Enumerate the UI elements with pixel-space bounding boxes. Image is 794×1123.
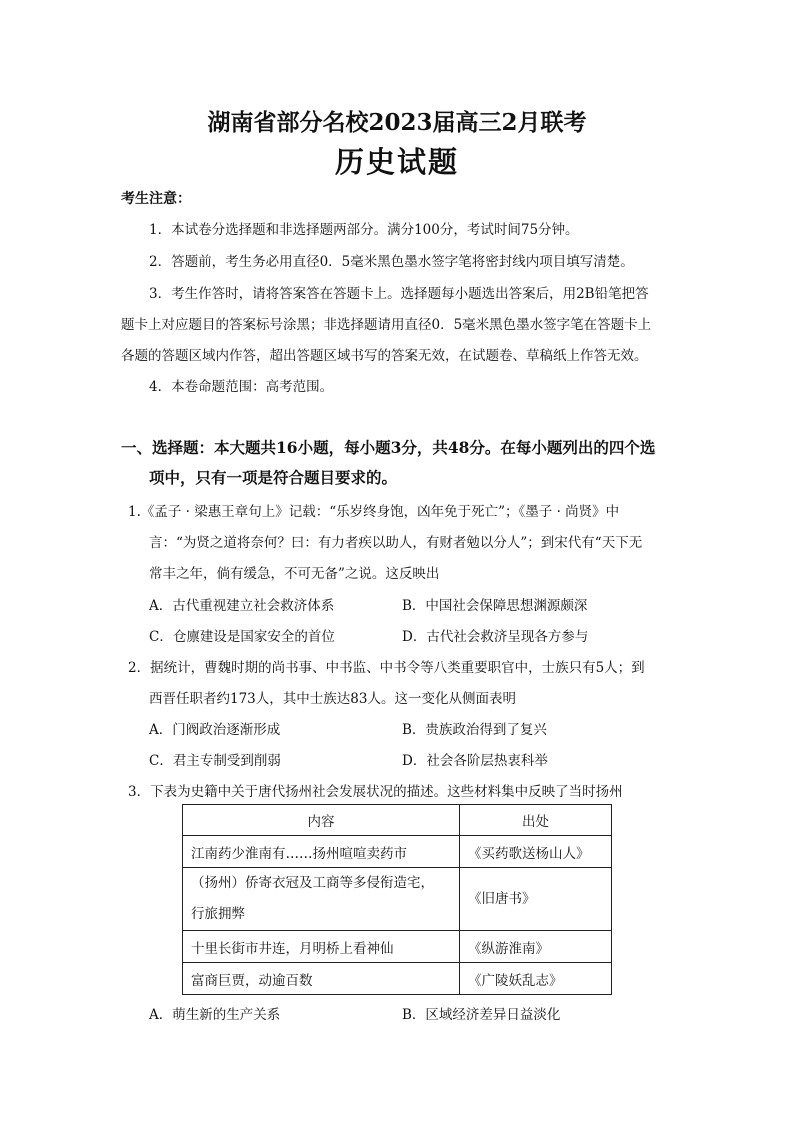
table-cell-content-line-2: 行旅拥弊 <box>191 906 245 922</box>
table-cell-source: 《买药歌送杨山人》 <box>460 836 612 868</box>
table-row <box>183 963 612 995</box>
q2-stem-line-1: 2．据统计，曹魏时期的尚书事、中书监、中书令等八类重要职官中，士族只有5人；到 <box>128 660 645 676</box>
q1-stem-line-1: 1.《孟子 · 梁惠王章句上》记载：“乐岁终身饱，凶年免于死亡”；《墨子 · 尚贤》中 <box>128 504 620 520</box>
q2-option-d: D．社会各阶层热衷科举 <box>402 753 548 769</box>
table-cell-content: 富商巨贾，动逾百数 <box>183 963 460 995</box>
q2-option-c: C．君主专制受到削弱 <box>149 753 281 769</box>
q2-stem-line-2: 西晋任职者约173人，其中士族达83人。这一变化从侧面表明 <box>149 691 516 707</box>
table-cell-content <box>183 868 460 931</box>
table-cell-source: 《纵游淮南》 <box>460 931 612 963</box>
q1-option-b: B．中国社会保障思想渊源颇深 <box>402 598 588 614</box>
q1-stem-line-2: 言：“为贤之道将奈何？曰：有力者疾以助人，有财者勉以分人”；到宋代有“天下无 <box>149 535 643 551</box>
notice-item-1: 1．本试卷分选择题和非选择题两部分。满分100分，考试时间75分钟。 <box>149 222 579 238</box>
table-cell-content-line-1: （扬州）侨寄衣冠及工商等多侵衔造宅， <box>191 875 434 891</box>
table-row <box>183 836 612 868</box>
notice-item-4: 4．本卷命题范围：高考范围。 <box>149 379 334 395</box>
table-cell-source: 《旧唐书》 <box>460 868 612 931</box>
q2-option-b: B．贵族政治得到了复兴 <box>402 722 547 738</box>
q2-option-a: A．门阀政治逐渐形成 <box>149 722 281 738</box>
notice-item-3-line-3: 各题的答题区域内作答，超出答题区域书写的答案无效，在试题卷、草稿纸上作答无效。 <box>121 348 648 364</box>
q3-source-table <box>182 804 612 995</box>
q1-stem-line-3: 常丰之年，倘有缓急，不可无备”之说。这反映出 <box>149 566 440 582</box>
q1-option-c: C．仓廪建设是国家安全的首位 <box>149 629 335 645</box>
notice-item-3-line-1: 3．考生作答时，请将答案答在答题卡上。选择题每小题选出答案后，用2B铅笔把答 <box>149 286 649 302</box>
table-cell-content: 江南药少淮南有……扬州喧喧卖药市 <box>183 836 460 868</box>
table-header-content: 内容 <box>183 805 460 836</box>
notice-heading: 考生注意： <box>121 191 191 207</box>
exam-subject-title: 历史试题 <box>334 145 459 179</box>
table-cell-content: 十里长街市井连，月明桥上看神仙 <box>183 931 460 963</box>
notice-item-2: 2．答题前，考生务必用直径0．5毫米黑色墨水签字笔将密封线内项目填写清楚。 <box>149 254 634 270</box>
table-row <box>183 931 612 963</box>
table-header-source: 出处 <box>460 805 612 836</box>
notice-item-3-line-2: 题卡上对应题目的答案标号涂黑；非选择题请用直径0．5毫米黑色墨水签字笔在答题卡上 <box>121 317 652 333</box>
table-header-row <box>183 805 612 836</box>
exam-title: 湖南省部分名校2023届高三2月联考 <box>207 109 587 136</box>
section-1-heading-line-1: 一、选择题：本大题共16小题，每小题3分，共48分。在每小题列出的四个选 <box>121 438 656 457</box>
q3-option-a: A．萌生新的生产关系 <box>149 1007 281 1023</box>
table-cell-source: 《广陵妖乱志》 <box>460 963 612 995</box>
table-row <box>183 868 612 931</box>
q3-stem-line-1: 3．下表为史籍中关于唐代扬州社会发展状况的描述。这些材料集中反映了当时扬州 <box>128 784 623 800</box>
section-1-heading-line-2: 项中，只有一项是符合题目要求的。 <box>149 468 398 487</box>
q1-option-a: A．古代重视建立社会救济体系 <box>149 598 335 614</box>
q1-option-d: D．古代社会救济呈现各方参与 <box>402 629 589 645</box>
q3-option-b: B．区域经济差异日益淡化 <box>402 1007 561 1023</box>
